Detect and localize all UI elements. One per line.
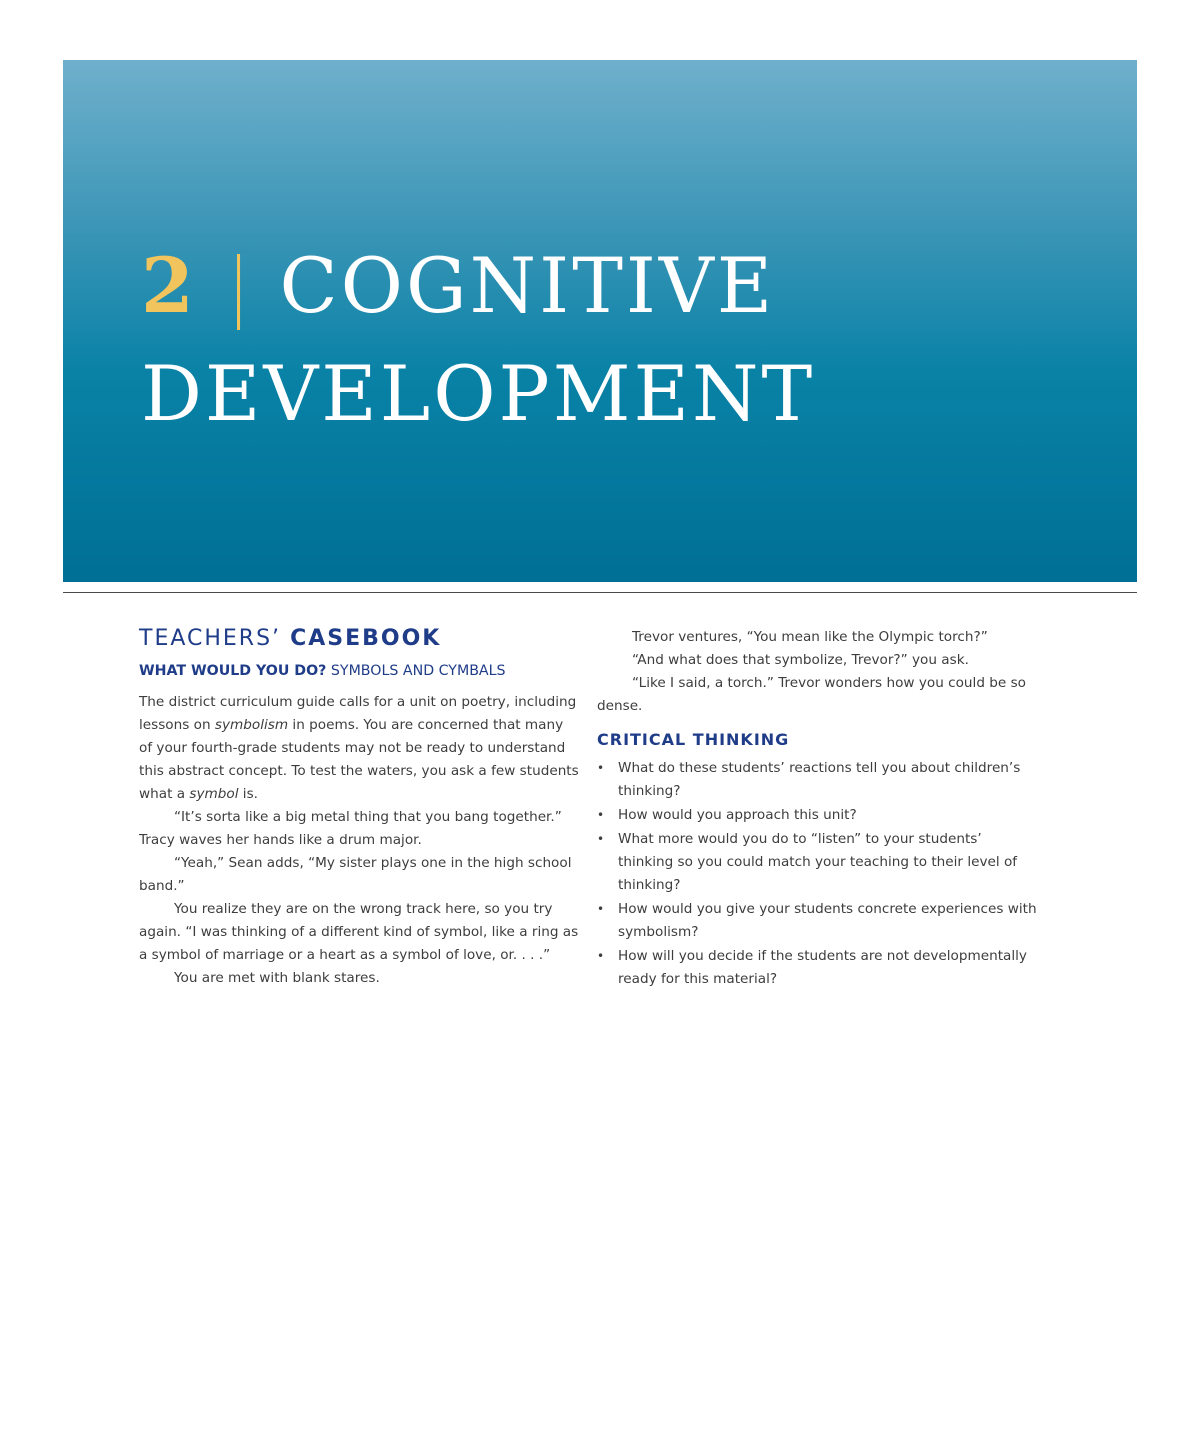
- list-item: [597, 898, 1037, 944]
- subhead-question: WHAT WOULD YOU DO?: [139, 663, 327, 679]
- section-divider: [63, 592, 1137, 593]
- question-text: How will you decide if the students are not developmentally ready for this material?: [618, 948, 1027, 987]
- intro-paragraph: [139, 691, 579, 806]
- bullet-icon: •: [597, 902, 605, 916]
- casebook-title: [139, 622, 579, 656]
- casebook-right-column: [597, 626, 1037, 992]
- bullet-icon: •: [597, 761, 605, 775]
- casebook-title-bold: CASEBOOK: [290, 626, 442, 651]
- bullet-icon: •: [597, 808, 605, 822]
- question-text: How would you approach this unit?: [618, 807, 857, 823]
- list-item: [597, 804, 1037, 827]
- dialogue-paragraph: “It’s sorta like a big metal thing that you bang together.” Tracy waves her hands like a drum major.: [139, 809, 562, 848]
- intro-text-2: in poems. You are concerned that many of your fourth-grade students may not be ready to understand this abstract concept. To test the waters, you ask a few students what a: [139, 717, 579, 802]
- critical-thinking-heading: CRITICAL THINKING: [597, 730, 790, 749]
- question-text: What do these students’ reactions tell you about children’s thinking?: [618, 760, 1021, 799]
- chapter-number: 2: [141, 241, 197, 330]
- chapter-title-line2: DEVELOPMENT: [141, 349, 816, 438]
- intro-emphasis-symbol: symbol: [189, 786, 239, 802]
- dialogue-paragraph: You realize they are on the wrong track here, so you try again. “I was thinking of a different kind of symbol, like a ring as a symbol of marriage or a heart as a symbol of love, or. . . .”: [139, 901, 579, 963]
- dialogue-paragraph: “Like I said, a torch.” Trevor wonders how you could be so dense.: [597, 675, 1026, 714]
- intro-text-3: is.: [238, 786, 258, 802]
- dialogue-paragraph: You are met with blank stares.: [174, 970, 380, 986]
- casebook-subhead: [139, 660, 579, 682]
- casebook-body: [139, 691, 579, 990]
- dialogue-paragraph: Trevor ventures, “You mean like the Olympic torch?”: [632, 629, 988, 645]
- question-text: What more would you do to “listen” to your students’ thinking so you could match your teaching to their level of thinking?: [618, 831, 1018, 893]
- chapter-banner: [63, 60, 1137, 582]
- dialogue-paragraph: “Yeah,” Sean adds, “My sister plays one in the high school band.”: [139, 855, 572, 894]
- chapter-title-line1: COGNITIVE: [279, 241, 776, 330]
- list-item: [597, 945, 1037, 991]
- critical-thinking-list: [597, 757, 1037, 991]
- bullet-icon: •: [597, 949, 605, 963]
- dialogue-paragraph: “And what does that symbolize, Trevor?” you ask.: [632, 652, 969, 668]
- bullet-icon: •: [597, 832, 605, 846]
- casebook-left-column: [139, 622, 579, 990]
- casebook-body-continued: [597, 626, 1037, 718]
- chapter-separator: |: [232, 241, 247, 330]
- question-text: How would you give your students concrete experiences with symbolism?: [618, 901, 1037, 940]
- casebook-title-light: TEACHERS’: [139, 626, 282, 651]
- subhead-topic: SYMBOLS AND CYMBALS: [330, 663, 506, 679]
- intro-text-1: The district curriculum guide calls for a unit on poetry, including lessons on: [139, 694, 577, 733]
- list-item: [597, 757, 1037, 803]
- list-item: [597, 828, 1037, 897]
- intro-emphasis-symbolism: symbolism: [214, 717, 289, 733]
- chapter-title: [141, 232, 815, 448]
